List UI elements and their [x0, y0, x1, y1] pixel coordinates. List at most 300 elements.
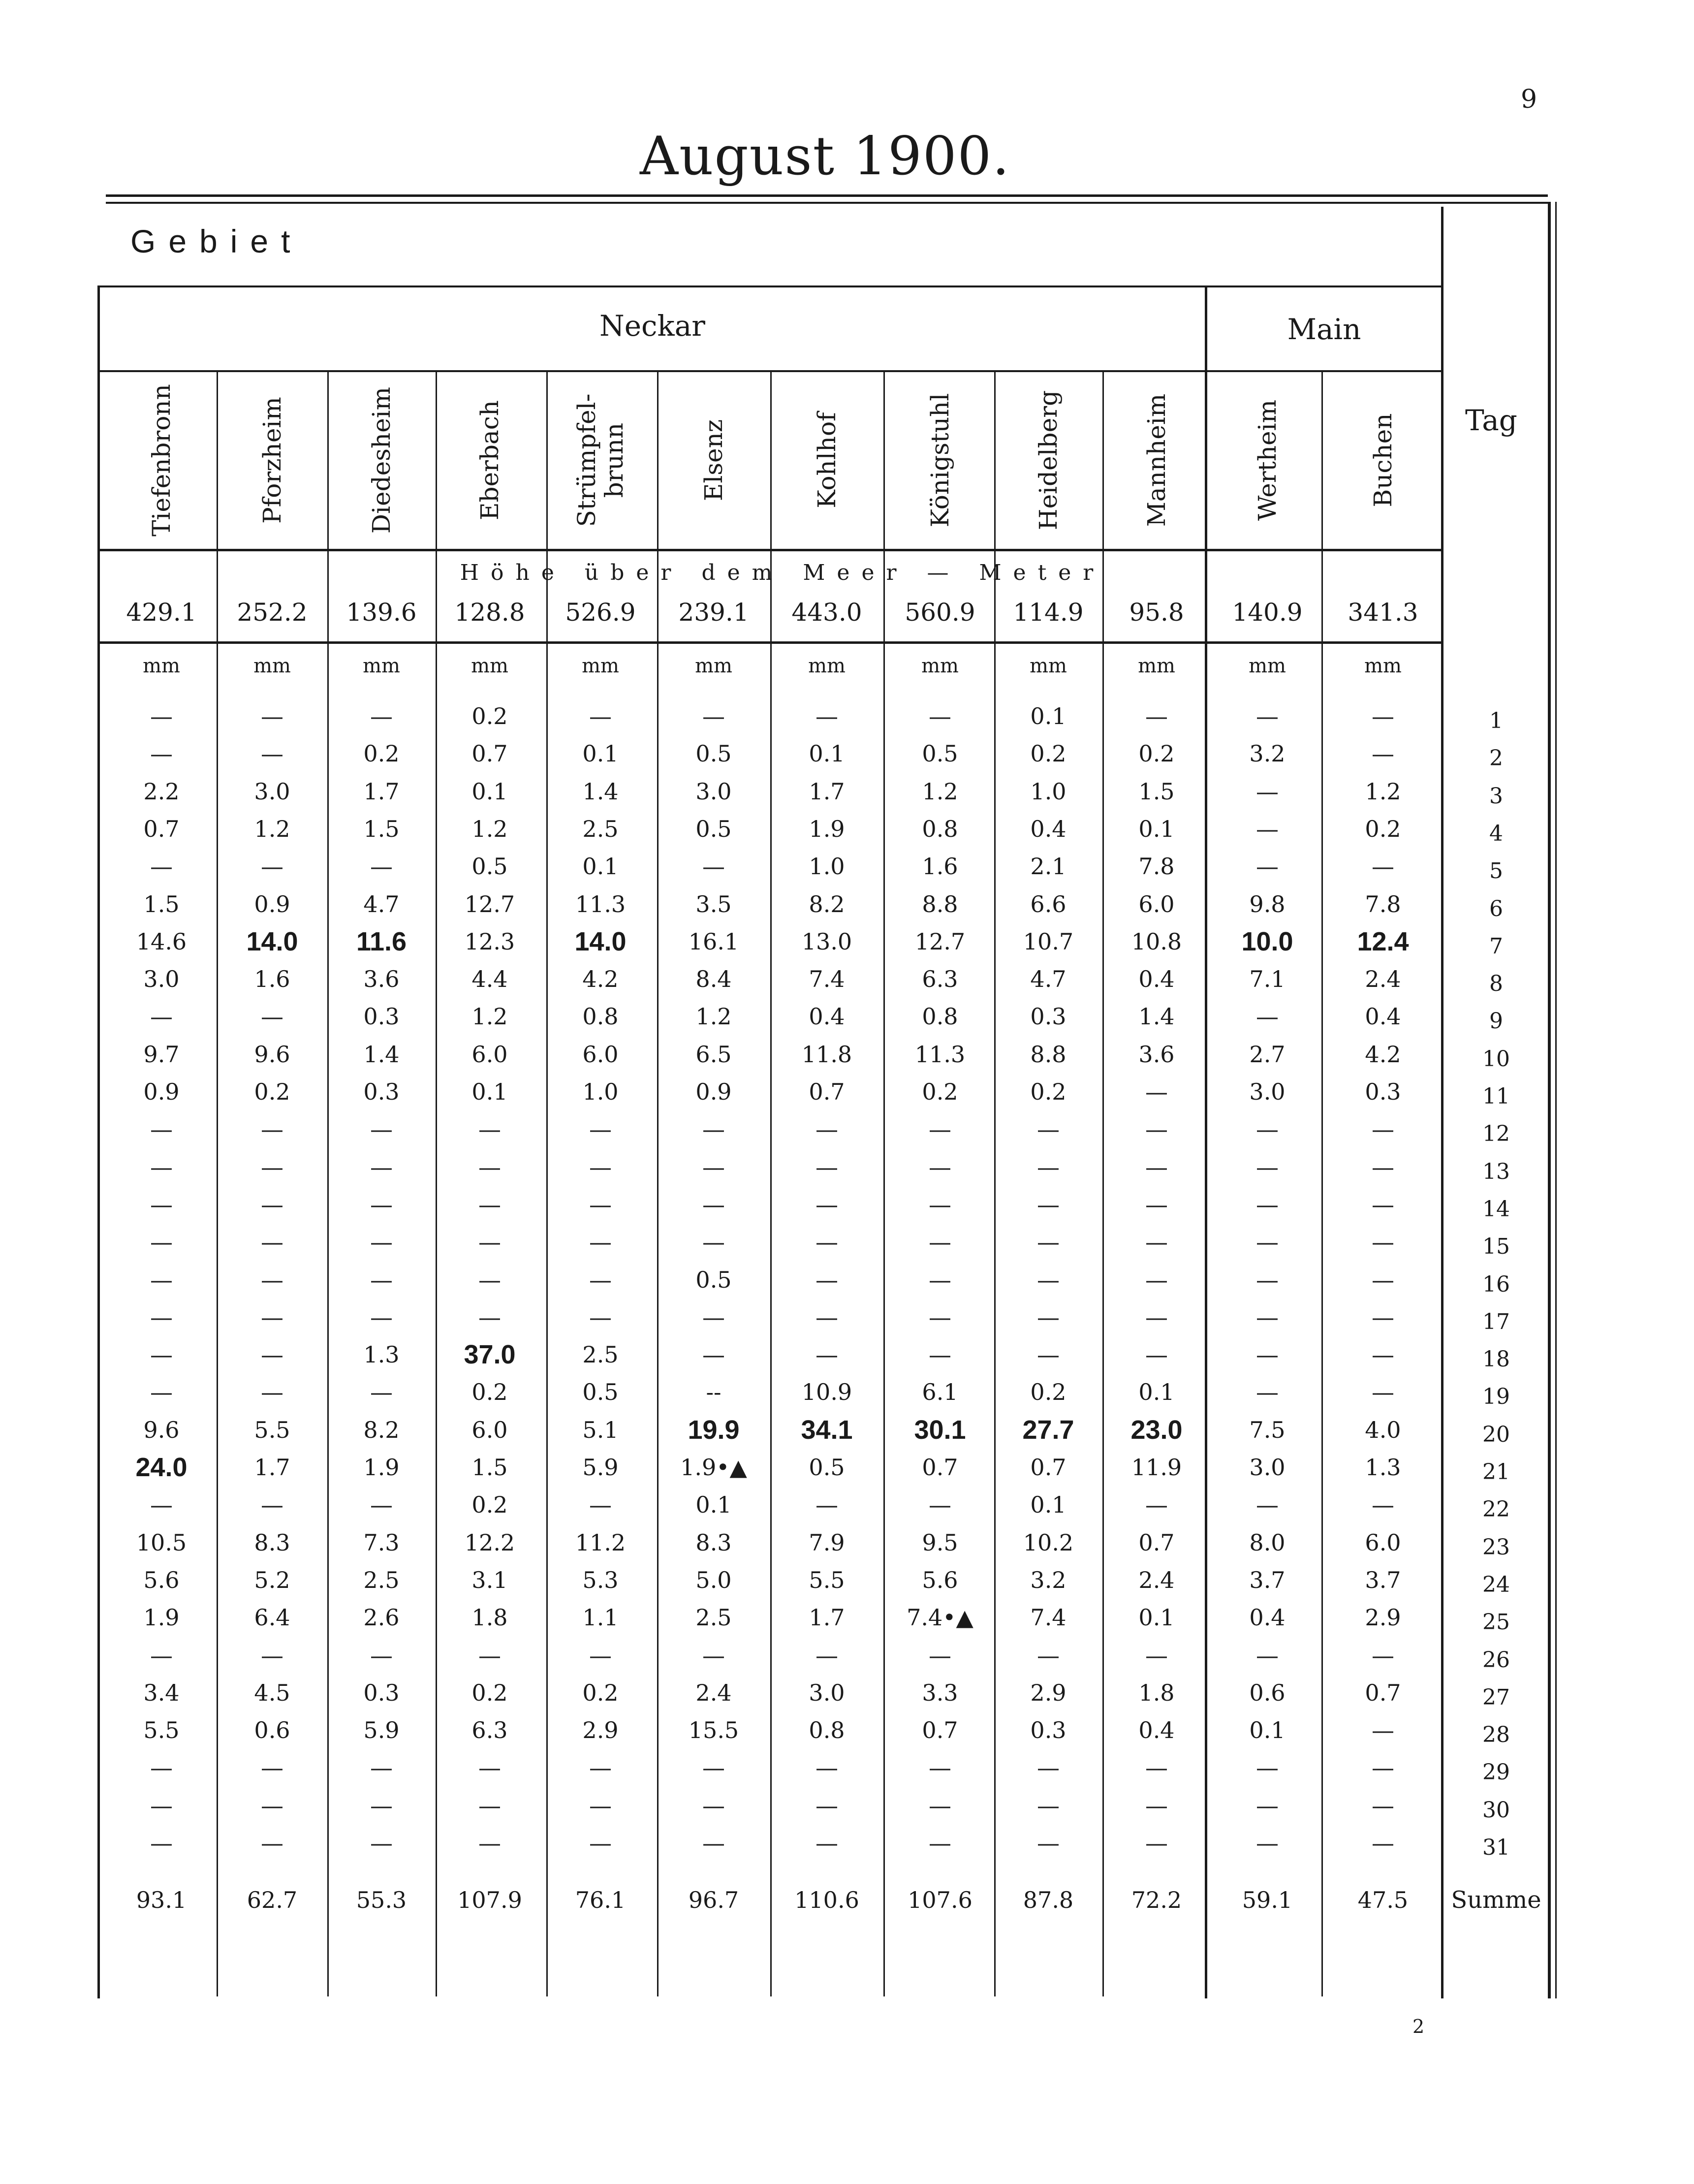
table-cell: 5.0 [695, 1566, 732, 1593]
table-cell: — [261, 740, 283, 767]
day-number: 1 [1489, 708, 1503, 733]
station-altitude: 341.3 [1348, 598, 1418, 627]
table-cell: 0.8 [809, 1717, 845, 1744]
table-cell: — [1256, 1191, 1279, 1218]
table-cell: 0.1 [1030, 1491, 1067, 1519]
table-cell: — [261, 1303, 283, 1330]
day-number: 18 [1482, 1347, 1510, 1372]
table-cell: — [370, 853, 393, 880]
table-cell: 0.2 [922, 1078, 958, 1105]
table-cell: — [478, 1792, 501, 1819]
table-cell: — [1256, 1266, 1279, 1293]
table-cell: 0.2 [1138, 740, 1175, 767]
table-cell: — [1372, 1717, 1394, 1744]
table-cell: 0.1 [582, 853, 619, 880]
table-cell: 6.0 [471, 1041, 508, 1068]
table-cell: — [261, 1379, 283, 1406]
table-cell: 0.8 [922, 815, 958, 842]
footer-number: 2 [1412, 2016, 1425, 2037]
table-cell: — [589, 1303, 612, 1330]
table-cell: 0.1 [1138, 1604, 1175, 1631]
sum-cell: 93.1 [136, 1887, 187, 1913]
table-cell: 27.7 [1022, 1415, 1074, 1445]
table-cell: — [929, 1153, 951, 1180]
table-cell: 0.5 [695, 1266, 732, 1293]
table-cell: — [1037, 1266, 1060, 1293]
station-altitude: 239.1 [678, 598, 749, 627]
table-cell: 8.3 [254, 1529, 290, 1556]
table-cell: — [1372, 1153, 1394, 1180]
table-cell: 1.2 [695, 1003, 732, 1030]
table-cell: 1.6 [254, 966, 290, 993]
table-cell: 0.3 [363, 1679, 400, 1706]
group-label-main: Main [1287, 313, 1361, 346]
table-cell: — [816, 1754, 838, 1781]
table-cell: — [1037, 1153, 1060, 1180]
unit-label: mm [695, 655, 732, 677]
table-cell: — [1145, 1153, 1168, 1180]
table-cell: 4.7 [1030, 966, 1067, 993]
table-cell: — [1145, 1116, 1168, 1143]
station-altitude: 114.9 [1013, 598, 1084, 627]
table-cell: — [1372, 1191, 1394, 1218]
table-cell: — [478, 1191, 501, 1218]
table-cell: — [702, 853, 725, 880]
station-header: Pforzheim [258, 397, 286, 524]
table-cell: — [929, 1303, 951, 1330]
station-header: Kohlhof [813, 412, 841, 508]
table-cell: — [816, 1830, 838, 1856]
table-cell: 0.2 [1030, 1379, 1067, 1406]
table-cell: — [370, 1266, 393, 1293]
table-cell: — [478, 1153, 501, 1180]
station-header: Buchen [1369, 413, 1397, 507]
table-cell: — [1372, 1754, 1394, 1781]
table-cell: — [929, 703, 951, 729]
table-cell: 1.7 [809, 1604, 845, 1631]
table-cell: — [1372, 853, 1394, 880]
table-cell: — [1145, 1754, 1168, 1781]
table-cell: — [1256, 815, 1279, 842]
day-number: 21 [1482, 1459, 1510, 1485]
table-cell: — [1145, 1266, 1168, 1293]
station-header: Strümpfel- brunn [572, 393, 628, 527]
table-cell: 6.0 [1365, 1529, 1401, 1556]
table-cell: 1.0 [1030, 778, 1067, 805]
table-cell: — [702, 1153, 725, 1180]
table-cell: — [816, 1153, 838, 1180]
sum-cell: 62.7 [247, 1887, 298, 1913]
table-cell: 4.0 [1365, 1416, 1401, 1443]
table-cell: 0.5 [695, 815, 732, 842]
table-cell: — [1372, 1229, 1394, 1256]
table-cell: — [816, 1491, 838, 1519]
table-cell: 0.3 [363, 1003, 400, 1030]
table-cell: — [1372, 1116, 1394, 1143]
table-cell: 1.0 [582, 1078, 619, 1105]
station-header: Wertheim [1253, 399, 1282, 521]
table-cell: 11.3 [575, 890, 626, 918]
sum-cell: 110.6 [794, 1887, 859, 1913]
table-cell: 1.5 [143, 890, 180, 918]
day-number: 13 [1482, 1159, 1510, 1184]
unit-label: mm [471, 655, 508, 677]
table-cell: 3.0 [1249, 1078, 1286, 1105]
table-cell: — [478, 1266, 501, 1293]
table-cell: 11.2 [575, 1529, 626, 1556]
table-cell: 1.7 [363, 778, 400, 805]
table-cell: 4.2 [582, 966, 619, 993]
table-cell: 1.6 [922, 853, 958, 880]
day-number: 5 [1489, 858, 1503, 884]
table-cell: — [702, 1792, 725, 1819]
table-cell: 5.6 [143, 1566, 180, 1593]
table-cell: 1.4 [1138, 1003, 1175, 1030]
table-cell: — [816, 1303, 838, 1330]
table-cell: — [150, 1153, 173, 1180]
table-cell: 2.5 [695, 1604, 732, 1631]
table-cell: 5.5 [809, 1566, 845, 1593]
table-cell: 0.5 [582, 1379, 619, 1406]
table-cell: 12.7 [464, 890, 515, 918]
table-cell: — [150, 1642, 173, 1669]
table-cell: — [1145, 703, 1168, 729]
table-cell: — [370, 1754, 393, 1781]
table-cell: — [1145, 1078, 1168, 1105]
table-cell: 3.0 [1249, 1454, 1286, 1481]
table-cell: — [1256, 1379, 1279, 1406]
table-cell: — [1256, 1003, 1279, 1030]
table-cell: — [478, 1116, 501, 1143]
table-cell: — [1145, 1642, 1168, 1669]
table-cell: — [816, 1792, 838, 1819]
table-cell: 7.5 [1249, 1416, 1286, 1443]
table-cell: 3.2 [1249, 740, 1286, 767]
table-cell: — [1256, 1303, 1279, 1330]
table-cell: — [261, 1830, 283, 1856]
table-cell: 11.3 [914, 1041, 966, 1068]
table-cell: 0.5 [809, 1454, 845, 1481]
day-number: 2 [1489, 746, 1503, 771]
station-altitude: 95.8 [1129, 598, 1184, 627]
unit-label: mm [143, 655, 180, 677]
table-cell: — [589, 703, 612, 729]
table-cell: 7.8 [1365, 890, 1401, 918]
day-number: 10 [1482, 1046, 1510, 1072]
day-number: 25 [1482, 1610, 1510, 1635]
table-cell: — [816, 1116, 838, 1143]
table-cell: 3.4 [143, 1679, 180, 1706]
table-cell: 0.4 [1138, 966, 1175, 993]
day-number: 11 [1482, 1084, 1510, 1109]
table-cell: — [150, 1116, 173, 1143]
table-cell: 10.9 [801, 1379, 852, 1406]
table-cell: — [1037, 1754, 1060, 1781]
table-cell: — [1037, 1642, 1060, 1669]
table-cell: 5.9 [582, 1454, 619, 1481]
table-cell: 0.1 [1138, 1379, 1175, 1406]
table-cell: — [816, 1191, 838, 1218]
day-number: 31 [1482, 1835, 1510, 1860]
unit-label: mm [808, 655, 846, 677]
top-double-rule-2 [106, 202, 1548, 204]
table-cell: 1.9•▲ [680, 1454, 747, 1481]
day-number: 22 [1482, 1497, 1510, 1522]
table-cell: — [370, 1303, 393, 1330]
unit-label: mm [921, 655, 959, 677]
table-cell: — [150, 1341, 173, 1368]
table-cell: 0.4 [1249, 1604, 1286, 1631]
table-cell: — [150, 1303, 173, 1330]
table-cell: — [1145, 1341, 1168, 1368]
table-cell: 11.9 [1131, 1454, 1182, 1481]
table-cell: 3.0 [695, 778, 732, 805]
table-cell: 3.6 [363, 966, 400, 993]
table-cell: — [702, 1754, 725, 1781]
table-cell: 0.2 [1365, 815, 1401, 842]
table-cell: 0.9 [254, 890, 290, 918]
station-altitude: 526.9 [565, 598, 636, 627]
table-cell: 1.0 [809, 853, 845, 880]
day-number: 6 [1489, 896, 1503, 921]
group-header-rule [98, 285, 1442, 287]
table-cell: 2.5 [363, 1566, 400, 1593]
table-cell: 7.3 [363, 1529, 400, 1556]
table-cell: 1.4 [363, 1041, 400, 1068]
table-cell: 0.6 [1249, 1679, 1286, 1706]
table-cell: 0.4 [809, 1003, 845, 1030]
table-cell: 9.7 [143, 1041, 180, 1068]
table-cell: — [589, 1754, 612, 1781]
table-cell: 2.9 [582, 1717, 619, 1744]
sum-cell: 96.7 [688, 1887, 739, 1913]
day-number: 23 [1482, 1534, 1510, 1560]
table-cell: 1.5 [1138, 778, 1175, 805]
day-number: 29 [1482, 1760, 1510, 1785]
table-cell: 0.2 [471, 703, 508, 729]
table-cell: 12.2 [464, 1529, 515, 1556]
table-cell: 10.8 [1131, 928, 1182, 955]
table-cell: 2.1 [1030, 853, 1067, 880]
table-cell: 6.0 [471, 1416, 508, 1443]
table-cell: — [1145, 1792, 1168, 1819]
table-cell: — [1037, 1303, 1060, 1330]
table-cell: 9.5 [922, 1529, 958, 1556]
table-cell: — [929, 1229, 951, 1256]
table-cell: 37.0 [464, 1340, 516, 1370]
table-cell: — [1256, 1830, 1279, 1856]
table-cell: — [702, 1830, 725, 1856]
table-cell: — [702, 1303, 725, 1330]
table-cell: — [1256, 1642, 1279, 1669]
unit-label: mm [582, 655, 619, 677]
table-cell: 0.3 [1365, 1078, 1401, 1105]
table-cell: 0.8 [922, 1003, 958, 1030]
table-cell: — [261, 1754, 283, 1781]
station-header: Eberbach [475, 400, 504, 521]
table-cell: 5.3 [582, 1566, 619, 1593]
table-cell: — [261, 1491, 283, 1519]
day-number: 24 [1482, 1572, 1510, 1597]
sum-cell: 59.1 [1242, 1887, 1293, 1913]
table-cell: 2.6 [363, 1604, 400, 1631]
table-cell: 3.7 [1365, 1566, 1401, 1593]
day-column-header: Tag [1465, 404, 1517, 437]
table-cell: 3.0 [809, 1679, 845, 1706]
table-cell: — [1372, 1379, 1394, 1406]
table-cell: — [929, 1830, 951, 1856]
table-cell: — [261, 1642, 283, 1669]
table-cell: 5.5 [254, 1416, 290, 1443]
table-cell: -- [706, 1379, 722, 1406]
table-cell: 4.2 [1365, 1041, 1401, 1068]
table-cell: — [150, 703, 173, 729]
sum-label: Summe [1451, 1886, 1541, 1914]
table-cell: — [589, 1116, 612, 1143]
table-cell: 0.1 [1030, 703, 1067, 729]
day-number: 17 [1482, 1309, 1510, 1334]
table-cell: 6.3 [471, 1717, 508, 1744]
table-cell: 3.0 [143, 966, 180, 993]
table-cell: 6.0 [1138, 890, 1175, 918]
table-cell: 10.2 [1023, 1529, 1074, 1556]
day-number: 26 [1482, 1647, 1510, 1673]
table-cell: 1.1 [582, 1604, 619, 1631]
table-cell: — [1256, 853, 1279, 880]
table-cell: — [589, 1266, 612, 1293]
table-cell: 6.1 [922, 1379, 958, 1406]
table-cell: — [150, 740, 173, 767]
sum-cell: 47.5 [1357, 1887, 1409, 1913]
table-cell: — [261, 1153, 283, 1180]
table-cell: — [589, 1792, 612, 1819]
table-cell: 6.6 [1030, 890, 1067, 918]
day-number: 19 [1482, 1384, 1510, 1410]
table-cell: 34.1 [801, 1415, 853, 1445]
table-cell: 0.2 [1030, 740, 1067, 767]
unit-label: mm [1138, 655, 1175, 677]
table-cell: — [1256, 1116, 1279, 1143]
table-cell: — [1145, 1191, 1168, 1218]
table-cell: — [478, 1642, 501, 1669]
table-cell: 11.8 [801, 1041, 852, 1068]
group-label-neckar: Neckar [599, 309, 705, 343]
station-altitude: 128.8 [454, 598, 525, 627]
table-cell: — [370, 1116, 393, 1143]
sum-cell: 76.1 [575, 1887, 626, 1913]
table-cell: 0.4 [1365, 1003, 1401, 1030]
table-cell: — [1256, 1229, 1279, 1256]
table-cell: — [261, 1341, 283, 1368]
table-cell: 11.6 [356, 926, 407, 956]
table-cell: — [1372, 1303, 1394, 1330]
table-cell: — [1256, 1341, 1279, 1368]
station-altitude: 560.9 [905, 598, 975, 627]
table-cell: 1.2 [1365, 778, 1401, 805]
unit-label: mm [1364, 655, 1402, 677]
table-cell: — [929, 1792, 951, 1819]
table-cell: — [929, 1116, 951, 1143]
table-cell: 0.7 [1138, 1529, 1175, 1556]
column-divider [883, 372, 885, 1996]
table-cell: — [150, 1229, 173, 1256]
table-cell: 0.5 [471, 853, 508, 880]
table-cell: — [261, 1266, 283, 1293]
table-cell: 3.0 [254, 778, 290, 805]
table-cell: — [478, 1754, 501, 1781]
table-cell: 1.9 [363, 1454, 400, 1481]
table-cell: 2.5 [582, 815, 619, 842]
sum-cell: 87.8 [1023, 1887, 1074, 1913]
day-number: 28 [1482, 1722, 1510, 1748]
table-cell: — [1256, 1153, 1279, 1180]
table-cell: 2.4 [1138, 1566, 1175, 1593]
table-cell: — [1037, 1830, 1060, 1856]
station-header: Diedesheim [367, 386, 396, 534]
table-cell: 1.9 [809, 815, 845, 842]
table-cell: — [1145, 1491, 1168, 1519]
station-altitude: 443.0 [791, 598, 862, 627]
table-cell: — [589, 1830, 612, 1856]
table-cell: 1.8 [471, 1604, 508, 1631]
table-cell: 14.0 [246, 926, 298, 956]
table-cell: — [702, 703, 725, 729]
unit-label: mm [363, 655, 400, 677]
station-header: Königstuhl [926, 393, 954, 528]
table-cell: 12.4 [1357, 926, 1409, 956]
table-cell: — [816, 1229, 838, 1256]
page-number: 9 [1521, 85, 1537, 114]
table-cell: — [1145, 1303, 1168, 1330]
table-cell: — [816, 1341, 838, 1368]
table-cell: 7.4•▲ [907, 1604, 973, 1631]
table-cell: — [261, 853, 283, 880]
table-cell: 0.1 [809, 740, 845, 767]
table-cell: 6.0 [582, 1041, 619, 1068]
table-cell: — [929, 1491, 951, 1519]
table-cell: — [370, 1153, 393, 1180]
table-cell: 9.6 [254, 1041, 290, 1068]
table-cell: 4.4 [471, 966, 508, 993]
table-cell: 5.1 [582, 1416, 619, 1443]
table-cell: 1.7 [254, 1454, 290, 1481]
table-cell: 0.1 [695, 1491, 732, 1519]
day-number: 30 [1482, 1797, 1510, 1823]
table-cell: 3.3 [922, 1679, 958, 1706]
unit-label: mm [253, 655, 291, 677]
table-cell: 1.9 [143, 1604, 180, 1631]
table-cell: 0.4 [1030, 815, 1067, 842]
day-number: 3 [1489, 783, 1503, 809]
table-cell: — [150, 1191, 173, 1218]
station-header: Elsenz [699, 419, 728, 502]
table-cell: — [150, 1379, 173, 1406]
table-cell: — [370, 1229, 393, 1256]
table-cell: 2.2 [143, 778, 180, 805]
table-cell: 23.0 [1130, 1415, 1183, 1445]
table-cell: 14.6 [136, 928, 187, 955]
table-cell: — [1372, 703, 1394, 729]
table-cell: — [702, 1116, 725, 1143]
table-cell: — [261, 703, 283, 729]
table-cell: 0.1 [1249, 1717, 1286, 1744]
table-cell: — [816, 1266, 838, 1293]
table-cell: — [589, 1191, 612, 1218]
table-cell: 2.4 [1365, 966, 1401, 993]
day-number: 27 [1482, 1684, 1510, 1710]
table-cell: 3.1 [471, 1566, 508, 1593]
sum-cell: 107.9 [457, 1887, 522, 1913]
